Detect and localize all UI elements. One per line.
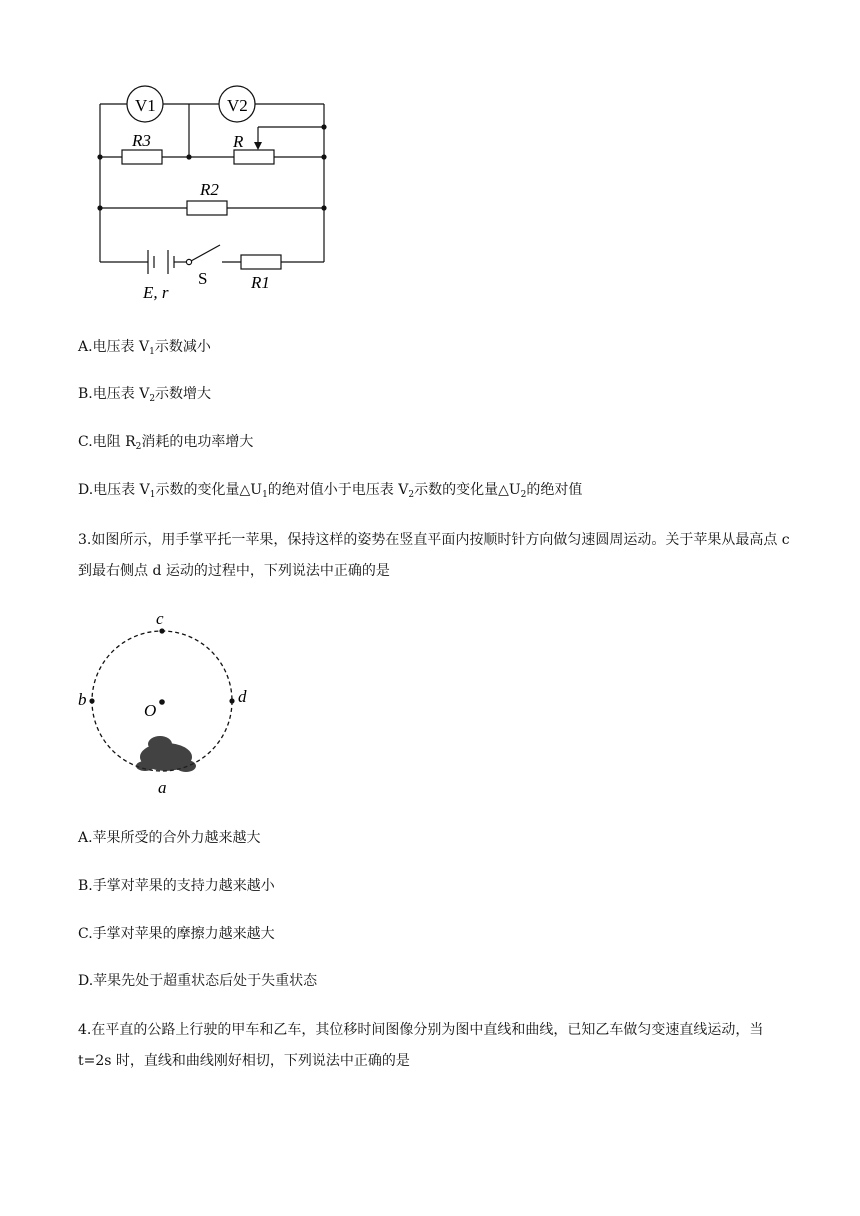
q3-option-b: B.手掌对苹果的支持力越来越小 [78,878,275,894]
point-d-label: d [238,687,247,706]
r1-label: R1 [251,273,270,292]
center-o-label: O [144,701,157,720]
r-label: R [233,132,244,151]
q2-option-c: C.电阻 $R_2$消耗的电功率增大 [78,434,254,452]
q3-stem: 3.如图所示，用手掌平托一苹果，保持这样的姿势在竖直平面内按顺时针方向做匀速圆周运动。关于苹果从最高点 c 到最右侧点 d 运动的过程中，下列说法中正确的是 [78,532,790,579]
circular-motion-figure [70,605,270,805]
switch-label: S [198,269,208,288]
q3-option-d: D.苹果先处于超重状态后处于失重状态 [78,973,318,989]
point-c-label: c [156,609,164,628]
point-a-label: a [158,778,167,797]
circuit-diagram [90,80,340,305]
r3-label: R3 [132,131,151,150]
r2-label: R2 [200,180,219,199]
q3-option-c: C.手掌对苹果的摩擦力越来越大 [78,926,275,942]
voltmeter-2-label: V2 [227,96,248,115]
source-label: E, r [143,283,169,302]
q3-option-a: A.苹果所受的合外力越来越大 [78,830,261,846]
q4-stem: 4.在平直的公路上行驶的甲车和乙车，其位移时间图像分别为图中直线和曲线，已知乙车做匀变速直线运动，当 t=2s 时，直线和曲线刚好相切，下列说法中正确的是 [78,1022,764,1069]
voltmeter-1-label: V1 [135,96,156,115]
q2-option-a: A.电压表 $V_1$示数减小 [78,339,211,357]
q2-option-d: D.电压表 $V_1$示数的变化量$\triangle U_1$的绝对值小于电压表 $V_2$示数的变化量$\triangle U_2$的绝对值 [78,482,583,500]
point-b-label: b [78,690,87,709]
q2-option-b: B.电压表 $V_2$示数增大 [78,386,212,404]
